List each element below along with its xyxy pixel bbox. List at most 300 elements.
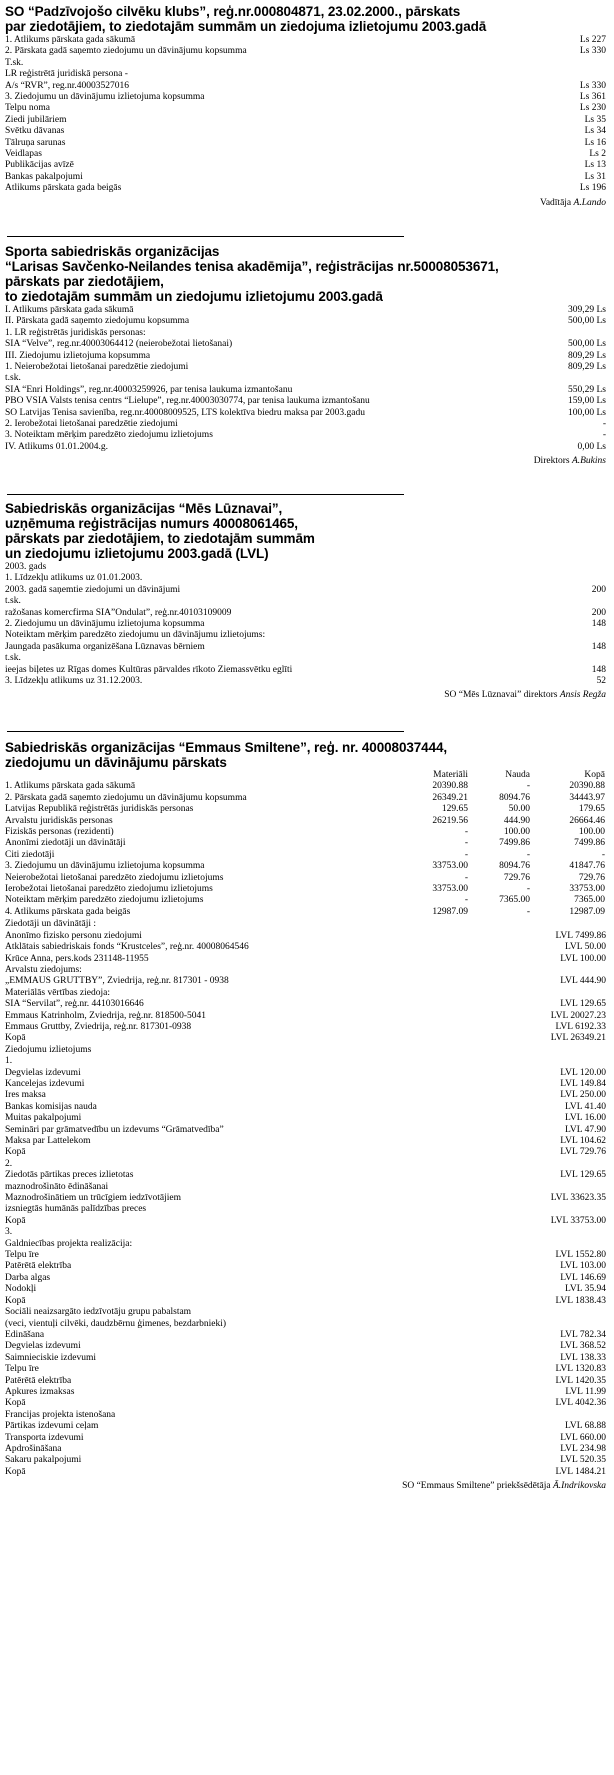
item-label: „EMMAUS GRUTTBY”, Zviedrija, reģ.nr. 817301 - 0938 (5, 976, 229, 987)
item-value: LVL 41.40 (565, 1101, 606, 1112)
item-label: Krūce Anna, pers.kods 231148-11955 (5, 953, 149, 964)
item-value: Ls 227 (579, 35, 606, 45)
cell-total: - (601, 849, 605, 860)
item-label: Jaungada pasākuma organizēšana Lūznavas bērniem (5, 641, 205, 652)
cell-materials: 26219.56 (432, 815, 468, 826)
signature-role: SO “Emmaus Smiltene” priekšsēdētāja (402, 1481, 553, 1492)
item-label: I. Atlikums pārskata gada sākumā (5, 305, 134, 315)
item-value: LVL 103.00 (560, 1261, 606, 1272)
item-value: LVL 33623.35 (550, 1193, 606, 1204)
item-value: LVL 1838.43 (555, 1295, 606, 1306)
item-value: Ls 34 (584, 126, 606, 137)
item-label: Kancelejas izdevumi (5, 1078, 85, 1089)
list-item (5, 1467, 606, 1478)
item-label: Bankas pakalpojumi (5, 171, 83, 182)
item-value: 52 (596, 676, 606, 687)
item-value: LVL 1552.80 (555, 1250, 606, 1261)
cell-total: 41847.76 (569, 861, 605, 872)
cell-materials: 12987.09 (432, 906, 468, 917)
list-item (5, 1204, 606, 1215)
list-item (5, 1216, 606, 1227)
item-value: Ls 330 (579, 46, 606, 57)
item-value (490, 919, 606, 930)
item-value (530, 562, 606, 573)
item-value: 309,29 Ls (568, 305, 606, 315)
item-value: LVL 50.00 (565, 942, 606, 953)
item-label: A/s “RVR”, reg.nr.40003527016 (5, 80, 130, 91)
list-item (5, 138, 606, 149)
item-label: Francijas projekta istenošana (5, 1409, 116, 1420)
item-value: Ls 31 (584, 171, 606, 182)
list-item (5, 1387, 606, 1398)
item-value: - (602, 430, 606, 441)
item-value: LVL 729.76 (560, 1147, 606, 1158)
cell-total: 20390.88 (569, 781, 605, 792)
row-label: Latvijas Republikā reģistrētās juridiskās personas (5, 804, 194, 815)
table-row (5, 850, 606, 861)
item-label: IV. Atlikums 01.01.2004.g. (5, 441, 109, 452)
item-label: III. Ziedojumu izlietojuma kopsumma (5, 350, 151, 361)
item-value (530, 58, 606, 69)
list-item (5, 1159, 606, 1170)
item-label: t.sk. (5, 596, 21, 607)
item-value (530, 328, 606, 339)
list-item (5, 1113, 606, 1124)
item-label: Maznodrošinātiem un trūcīgiem iedzīvotājiem (5, 1193, 181, 1204)
cell-cash: - (526, 849, 530, 860)
list-item (5, 1421, 606, 1432)
table-row (5, 816, 606, 827)
item-label: Telpu īre (5, 1364, 39, 1375)
item-label: Kopā (5, 1466, 26, 1477)
item-label: Kopā (5, 1398, 26, 1409)
title-line: “Larisas Savčenko-Neilandes tenisa akadēmija”, reģistrācijas nr.50008053671, (5, 259, 499, 274)
item-label: Telpu noma (5, 103, 50, 114)
list-item (5, 608, 606, 619)
item-value (490, 988, 606, 999)
list-item (5, 1307, 606, 1318)
list-item (5, 430, 606, 441)
cell-cash: 8094.76 (499, 861, 530, 872)
item-label: 1. Neierobežotai lietošanai paredzētie ziedojumi (5, 362, 189, 373)
cell-materials: 33753.00 (432, 884, 468, 895)
list-item (5, 585, 606, 596)
item-label: Sakaru pakalpojumi (5, 1455, 82, 1466)
section-title (5, 4, 606, 34)
item-value: LVL 4042.36 (555, 1398, 606, 1409)
item-value (490, 1239, 606, 1250)
list-item (5, 328, 606, 339)
row-label: Fiziskās personas (rezidenti) (5, 827, 114, 838)
list-item (5, 1068, 606, 1079)
list-item (5, 1045, 606, 1056)
list-item (5, 362, 606, 373)
list-item (5, 665, 606, 676)
item-value (530, 653, 606, 664)
item-value: Ls 330 (579, 80, 606, 91)
item-label: 2. (5, 1158, 13, 1169)
cell-total: 34443.97 (569, 792, 605, 803)
item-label: Ziedi jubilāriem (5, 114, 67, 125)
list-item (5, 1147, 606, 1158)
item-value: LVL 368.52 (560, 1341, 606, 1352)
list-item (5, 339, 606, 350)
cell-total: 179.65 (578, 804, 605, 815)
item-value: 148 (591, 664, 606, 675)
list-item (5, 1341, 606, 1352)
cell-materials: 129.65 (441, 804, 468, 815)
item-label: SO Latvijas Tenisa savienība, reg.nr.40008009525, LTS kolektīva biedru maksa par 2003.gadu (5, 407, 366, 418)
row-label: Anonīmi ziedotāji un dāvinātāji (5, 838, 126, 849)
item-value (530, 596, 606, 607)
item-label: t.sk. (5, 653, 21, 664)
table-row (5, 838, 606, 849)
item-label: Atlikums pārskata gada beigās (5, 183, 122, 194)
item-label: Patērētā elektrība (5, 1261, 72, 1272)
list-item (5, 172, 606, 183)
list-item (5, 1102, 606, 1113)
item-label: Telpu īre (5, 1250, 39, 1261)
item-value: LVL 1320.83 (555, 1364, 606, 1375)
signature-line (5, 197, 606, 209)
cell-cash: 729.76 (503, 872, 530, 883)
list-item (5, 676, 606, 687)
col-header-cash: Nauda (505, 770, 530, 780)
item-value: LVL 16.00 (565, 1113, 606, 1124)
item-label: Veidlapas (5, 149, 42, 160)
item-label: T.sk. (5, 57, 24, 68)
item-label: maznodrošināto ēdināšanai (5, 1181, 109, 1192)
item-label: 1. (5, 1056, 13, 1067)
signature-role: Vadītāja (540, 197, 574, 208)
list-item (5, 1296, 606, 1307)
item-value (490, 1319, 606, 1330)
item-value (490, 1204, 606, 1215)
table-row (5, 804, 606, 815)
list-item (5, 965, 606, 976)
list-item (5, 619, 606, 630)
row-label: Neierobežotai lietošanai paredzēto ziedojumu izlietojums (5, 872, 224, 883)
item-value: LVL 782.34 (560, 1329, 606, 1340)
item-value: LVL 149.84 (560, 1078, 606, 1089)
title-line: ziedojumu un dāvinājumu pārskats (5, 755, 227, 770)
list-item (5, 976, 606, 987)
report-rows (5, 35, 606, 195)
cell-total: 33753.00 (569, 884, 605, 895)
list-item (5, 149, 606, 160)
table-row (5, 861, 606, 872)
list-item (5, 1079, 606, 1090)
item-value: Ls 16 (584, 137, 606, 148)
item-label: Galdniecības projekta realizācija: (5, 1238, 133, 1249)
item-value: LVL 33753.00 (550, 1215, 606, 1226)
row-label: Citi ziedotāji (5, 849, 55, 860)
report-emmaus-smiltene (5, 740, 606, 1492)
item-label: Ziedojumu izlietojums (5, 1044, 92, 1055)
item-label: (veci, vientuļi cilvēki, daudzbērnu ģimenes, bezdarbnieki) (5, 1318, 227, 1329)
item-value: Ls 35 (584, 114, 606, 125)
report-rows (5, 305, 606, 453)
item-label: Noteiktam mērķim paredzēto ziedojumu un dāvinājumu izlietojums: (5, 630, 266, 641)
table-row (5, 907, 606, 918)
list-item (5, 1444, 606, 1455)
title-line: Sabiedriskās organizācijas “Emmaus Smiltene”, reģ. nr. 40008037444, (5, 740, 448, 755)
item-label: SIA “Servilat”, reģ.nr. 44103016646 (5, 999, 144, 1010)
item-value: LVL 520.35 (560, 1455, 606, 1466)
list-item (5, 954, 606, 965)
title-line: par ziedotājiem, to ziedotajām summām un ziedojuma izlietojumu 2003.gadā (5, 19, 487, 34)
cell-total: 100.00 (578, 827, 605, 838)
item-value: 159,00 Ls (568, 396, 606, 407)
item-label: izsniegtās humānās palīdzības preces (5, 1204, 147, 1215)
item-value: 148 (591, 619, 606, 630)
item-label: t.sk. (5, 373, 21, 384)
item-label: Kopā (5, 1147, 26, 1158)
title-line: uzņēmuma reģistrācijas numurs 40008061465, (5, 516, 298, 531)
item-label: 3. Līdzekļu atlikums uz 31.12.2003. (5, 676, 143, 687)
section-title (5, 740, 606, 770)
cell-cash: - (526, 884, 530, 895)
item-value (490, 1307, 606, 1318)
report-mes-luznavai (5, 501, 606, 701)
cell-total: 729.76 (578, 872, 605, 883)
cell-cash: - (526, 906, 530, 917)
list-item (5, 69, 606, 80)
item-label: Semināri par grāmatvedību un izdevums “Grāmatvedība” (5, 1124, 224, 1135)
item-label: 3. Noteiktam mērķim paredzēto ziedojumu izlietojums (5, 430, 213, 441)
item-label: Sociāli neaizsargāto iedzīvotāju grupu pabalstam (5, 1307, 192, 1318)
title-line: Sporta sabiedriskās organizācijas (5, 244, 220, 259)
item-value: LVL 6192.33 (555, 1021, 606, 1032)
cell-total: 26664.46 (569, 815, 605, 826)
item-value: LVL 47.90 (565, 1124, 606, 1135)
list-item (5, 81, 606, 92)
item-value: 148 (591, 641, 606, 652)
item-value: LVL 104.62 (560, 1136, 606, 1146)
section-divider (7, 236, 404, 237)
signature-name: A.Bukins (571, 456, 606, 467)
list-item (5, 653, 606, 664)
list-item (5, 1284, 606, 1295)
item-value: Ls 13 (584, 160, 606, 171)
list-item (5, 1011, 606, 1022)
table-row (5, 895, 606, 906)
table-header (5, 770, 606, 781)
signature-line (5, 689, 606, 701)
report-tenisa-akademija (5, 244, 606, 467)
report-rows (5, 919, 606, 1478)
table-row (5, 827, 606, 838)
item-label: Ārvalstu ziedojums: (5, 964, 82, 975)
item-label: 2. Ierobežotai lietošanai paredzētie ziedojumi (5, 419, 178, 430)
signature-role: SO “Mēs Lūznavai” direktors (444, 690, 560, 701)
table-row (5, 873, 606, 884)
item-value (530, 69, 606, 80)
cell-cash: 7499.86 (499, 838, 530, 849)
list-item (5, 919, 606, 930)
item-label: 2003. gadā saņemtie ziedojumi un dāvinājumi (5, 584, 181, 595)
row-label: 2. Pārskata gadā saņemto ziedojumu un dāvinājumu kopsumma (5, 792, 247, 803)
item-label: Kopā (5, 1295, 26, 1306)
section-title (5, 501, 606, 561)
item-value: LVL 129.65 (560, 999, 606, 1010)
list-item (5, 1353, 606, 1364)
item-label: Degvielas izdevumi (5, 1067, 81, 1078)
list-item (5, 373, 606, 384)
item-label: Publikācijas avīzē (5, 160, 74, 171)
col-header-materials: Materiāli (433, 770, 468, 780)
row-label: 1. Atlikums pārskata gada sākumā (5, 781, 136, 792)
item-value (530, 573, 606, 584)
item-label: SIA “Velve”, reg.nr.40003064412 (neierobežotai lietošanai) (5, 339, 233, 350)
item-value: 200 (591, 607, 606, 618)
cell-materials: 26349.21 (432, 792, 468, 803)
item-label: Ēdināšana (5, 1329, 45, 1340)
item-value: LVL 234.98 (560, 1443, 606, 1454)
cell-cash: - (526, 781, 530, 792)
item-value: LVL 11.99 (565, 1386, 606, 1397)
item-value (490, 1410, 606, 1421)
item-label: Apdrošināšana (5, 1443, 62, 1454)
col-header-total: Kopā (584, 770, 605, 780)
list-item (5, 1239, 606, 1250)
item-value: LVL 100.00 (560, 953, 606, 964)
item-label: Ziedotās pārtikas preces izlietotas (5, 1170, 134, 1181)
list-item (5, 1033, 606, 1044)
list-item (5, 385, 606, 396)
list-item (5, 183, 606, 194)
item-value: 100,00 Ls (568, 407, 606, 418)
list-item (5, 396, 606, 407)
list-item (5, 1273, 606, 1284)
item-label: Tālruņa sarunas (5, 137, 66, 148)
list-item (5, 562, 606, 573)
table-body (5, 781, 606, 918)
section-title (5, 244, 606, 304)
item-value: - (602, 419, 606, 430)
list-item (5, 442, 606, 453)
signature-role: Direktors (533, 456, 572, 467)
list-item (5, 999, 606, 1010)
item-label: ražošanas komercfirma SIA”Ondulat”, reģ.nr.40103109009 (5, 607, 232, 618)
list-item (5, 988, 606, 999)
section-divider (7, 494, 404, 495)
item-label: Patērētā elektrība (5, 1375, 72, 1386)
item-value: LVL 660.00 (560, 1432, 606, 1443)
signature-name: Ā.Indrikovska (552, 1481, 606, 1492)
cell-cash: 50.00 (508, 804, 530, 815)
row-label: 3. Ziedojumu un dāvinājumu izlietojuma kopsumma (5, 861, 205, 872)
title-line: to ziedotajām summām un ziedojumu izlietojumu 2003.gadā (5, 289, 383, 304)
item-value (490, 1056, 606, 1067)
list-item (5, 305, 606, 316)
item-value: LVL 68.88 (565, 1421, 606, 1432)
cell-total: 7499.86 (574, 838, 605, 849)
list-item (5, 1125, 606, 1136)
cell-cash: 444.90 (503, 815, 530, 826)
item-label: Materiālās vērtības ziedoja: (5, 987, 110, 998)
summary-table (5, 770, 606, 918)
item-label: Ziedotāji un dāvinātāji : (5, 919, 97, 930)
item-label: Nodokļi (5, 1284, 37, 1295)
item-label: 1. Līdzekļu atlikums uz 01.01.2003. (5, 573, 143, 584)
list-item (5, 1193, 606, 1204)
list-item (5, 1090, 606, 1101)
cell-materials: 20390.88 (432, 781, 468, 792)
item-value: 809,29 Ls (568, 350, 606, 361)
cell-materials: 33753.00 (432, 861, 468, 872)
list-item (5, 1433, 606, 1444)
cell-total: 7365.00 (574, 895, 605, 906)
list-item (5, 103, 606, 114)
list-item (5, 1136, 606, 1147)
item-label: Kopā (5, 1033, 26, 1044)
cell-materials: - (464, 895, 468, 906)
cell-cash: 7365.00 (499, 895, 530, 906)
table-row (5, 781, 606, 792)
title-line: pārskats par ziedotājiem, to ziedotajām summām (5, 531, 315, 546)
list-item (5, 35, 606, 46)
item-label: 3. (5, 1227, 13, 1238)
cell-materials: - (464, 849, 468, 860)
item-label: Maksa par Lattelekom (5, 1136, 91, 1146)
list-item (5, 1364, 606, 1375)
item-label: Svētku dāvanas (5, 126, 65, 137)
signature-name: A.Lando (573, 197, 606, 208)
item-label: Apkures izmaksas (5, 1386, 75, 1397)
list-item (5, 630, 606, 641)
item-label: PBO VSIA Valsts tenisa centrs “Lielupe”, reg.nr.40003030774, par tenisa laukuma izmantošanu (5, 396, 370, 407)
table-row (5, 884, 606, 895)
item-value (490, 1159, 606, 1170)
list-item (5, 1330, 606, 1341)
list-item (5, 1170, 606, 1181)
item-value: LVL 35.94 (565, 1284, 606, 1295)
item-value: 500,00 Ls (568, 339, 606, 350)
item-label: Emmaus Katrinholm, Zviedrija, reģ.nr. 818500-5041 (5, 1010, 207, 1021)
item-value: 550,29 Ls (568, 384, 606, 395)
title-line: un ziedojumu izlietojumu 2003.gadā (LVL) (5, 546, 269, 561)
item-value: LVL 7499.86 (555, 930, 606, 941)
row-label: Ierobežotai lietošanai paredzēto ziedojumu izlietojums (5, 884, 213, 895)
list-item (5, 942, 606, 953)
item-value: LVL 20027.23 (550, 1010, 606, 1021)
list-item (5, 1398, 606, 1409)
list-item (5, 1056, 606, 1067)
item-value: Ls 361 (579, 92, 606, 103)
list-item (5, 160, 606, 171)
list-item (5, 1250, 606, 1261)
list-item (5, 1410, 606, 1421)
section-divider (7, 731, 404, 732)
item-value: LVL 250.00 (560, 1090, 606, 1101)
row-label: Ārvalstu juridiskās personas (5, 815, 113, 826)
report-padzivojoso-cilveku-klubs (5, 4, 606, 209)
item-label: Īres maksa (5, 1090, 46, 1101)
item-label: 1. Atlikums pārskata gada sākumā (5, 35, 136, 45)
item-value: LVL 146.69 (560, 1272, 606, 1283)
item-value: LVL 138.33 (560, 1352, 606, 1363)
item-label: Atklātais sabiedriskais fonds “Krustceles”, reģ.nr. 40008064546 (5, 942, 249, 953)
item-label: 2. Ziedojumu un dāvinājumu izlietojuma kopsumma (5, 619, 205, 630)
item-label: Darba algas (5, 1272, 51, 1283)
list-item (5, 1319, 606, 1330)
cell-cash: 100.00 (503, 827, 530, 838)
item-value (530, 373, 606, 384)
list-item (5, 931, 606, 942)
cell-materials: - (464, 838, 468, 849)
list-item (5, 1227, 606, 1238)
